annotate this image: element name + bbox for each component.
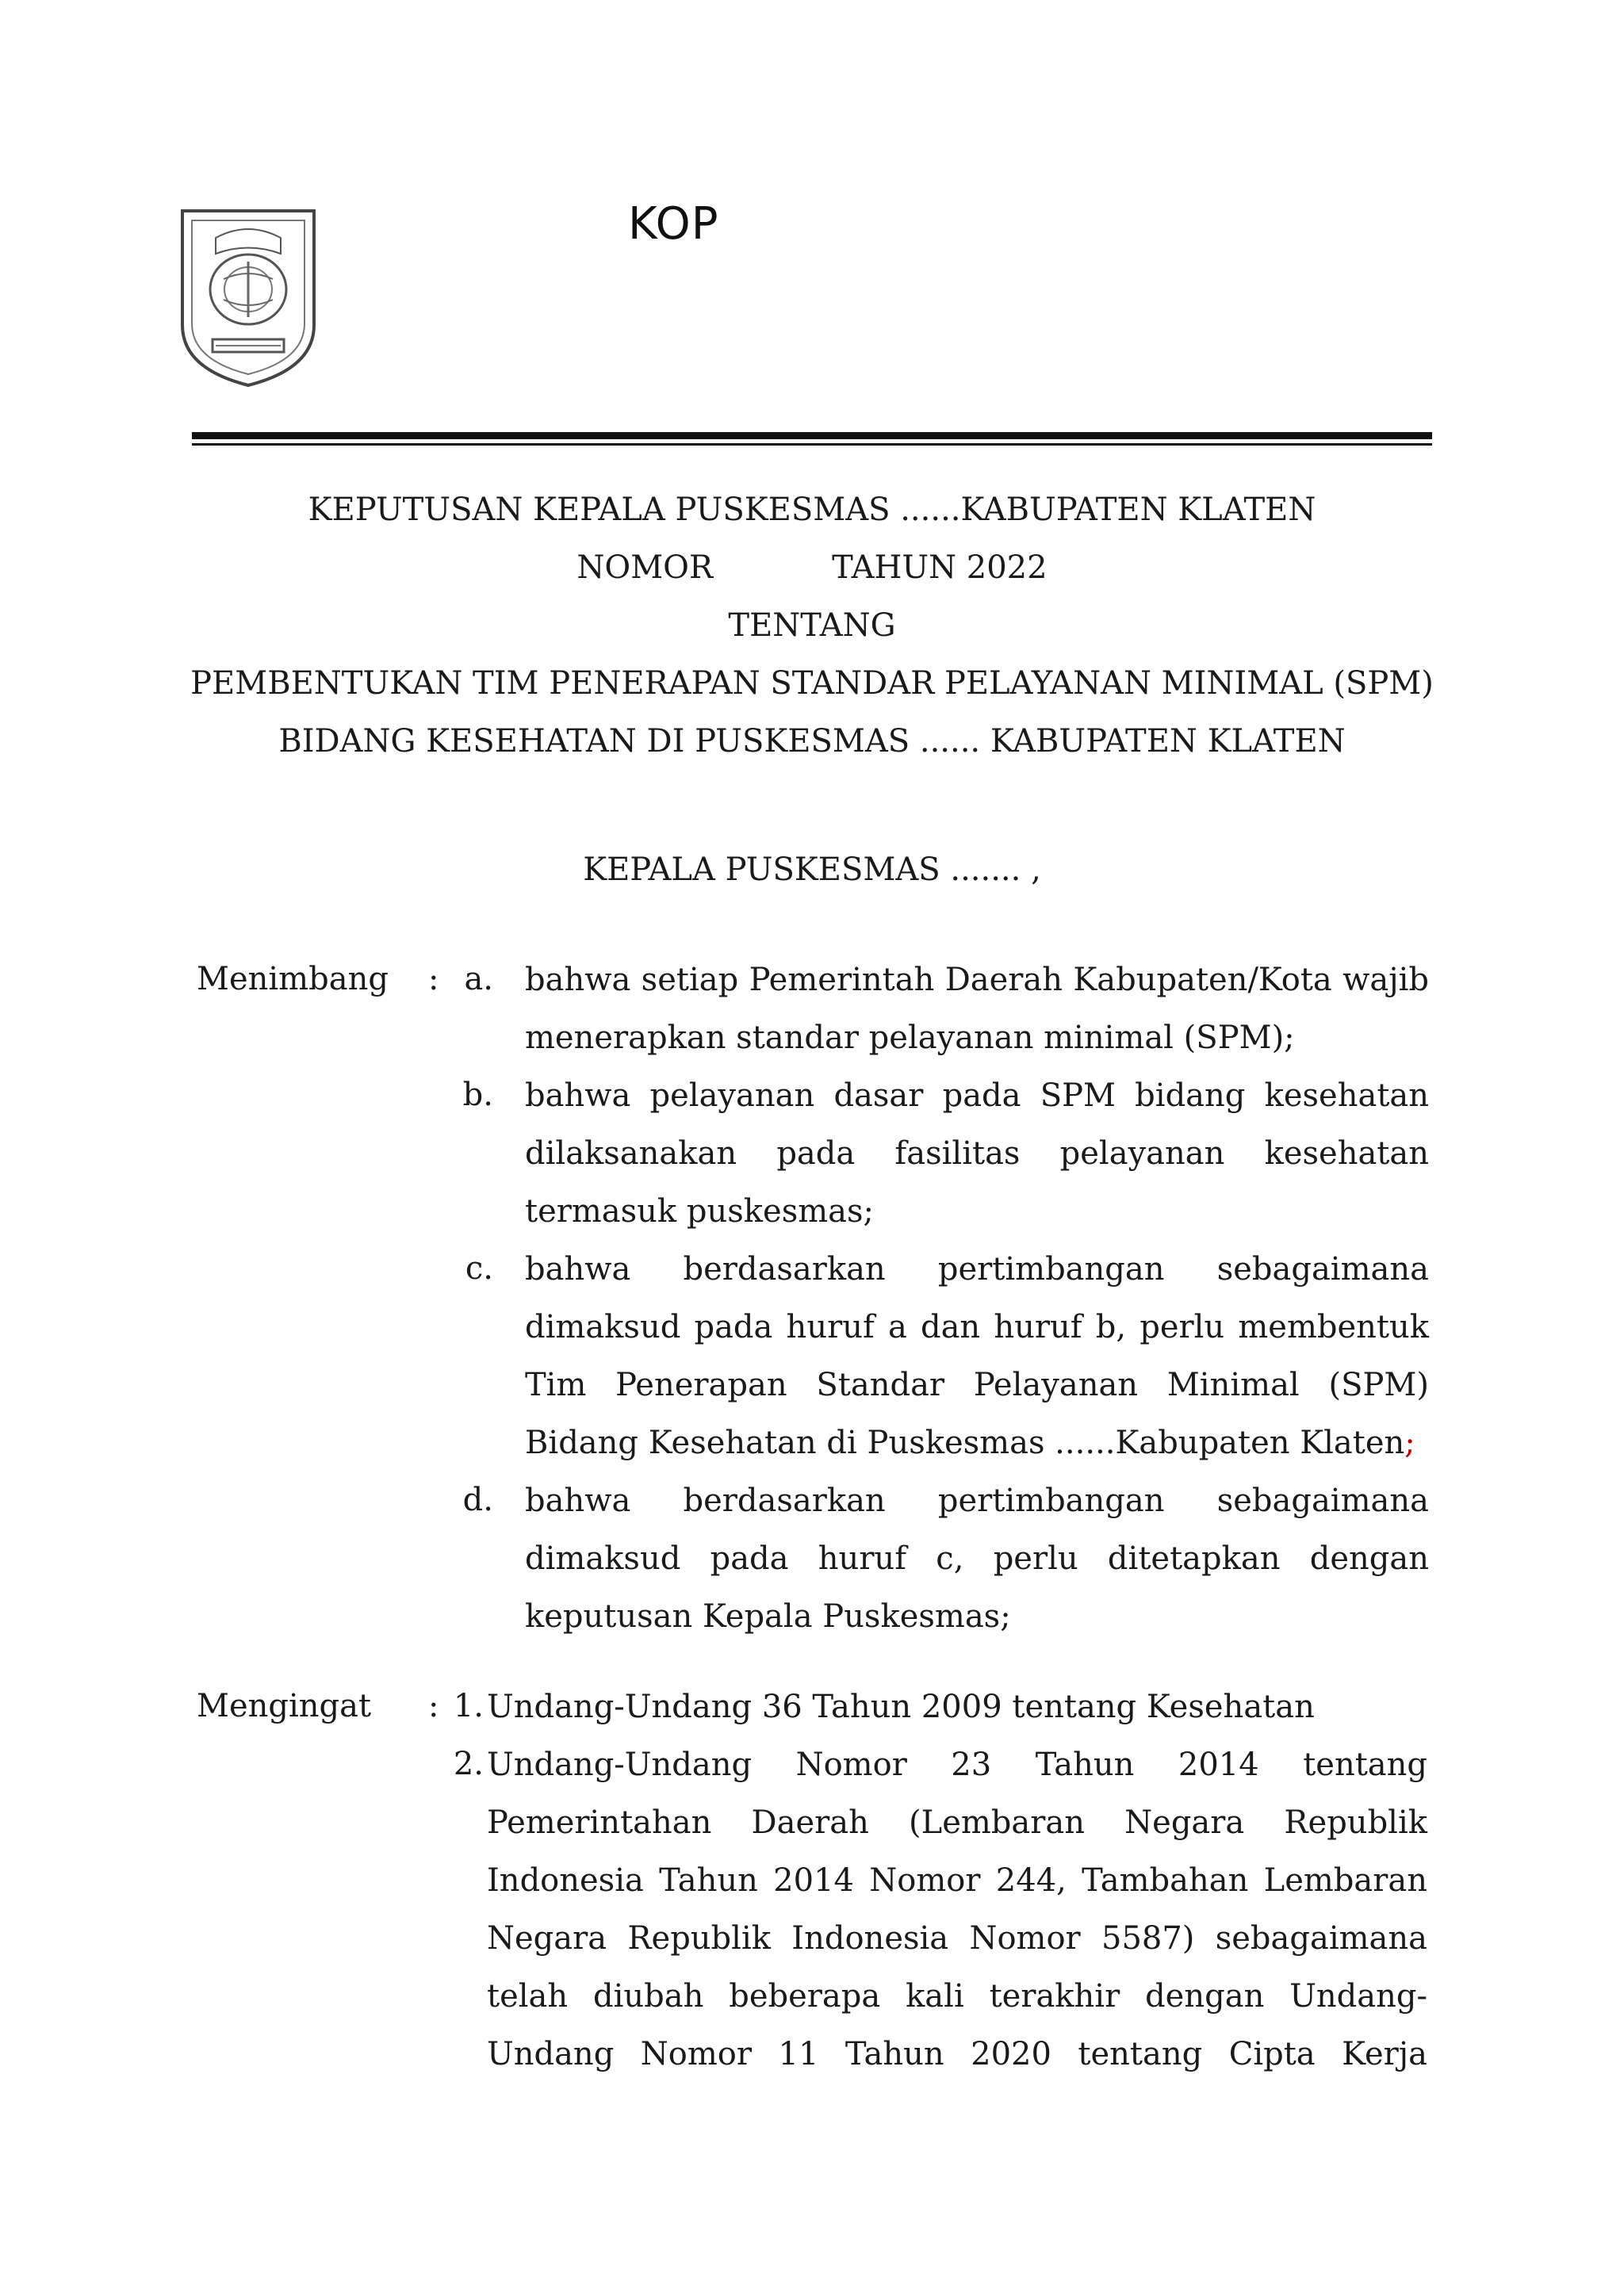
menimbang-item-c	[525, 1241, 1429, 1472]
menimbang-item-d: bahwa berdasarkan pertimbangan sebagaimana dimaksud pada huruf c, perlu ditetapkan dengan keputusan Kepala Puskesmas;	[525, 1483, 1429, 1635]
menimbang-item-c-suffix: ;	[1404, 1425, 1415, 1461]
regency-emblem-icon	[176, 206, 320, 388]
menimbang-colon: :	[428, 961, 439, 997]
menimbang-marker-d: d.	[462, 1482, 493, 1518]
letterhead-placeholder: KOP	[628, 198, 719, 250]
decree-subject-line1: PEMBENTUKAN TIM PENERAPAN STANDAR PELAYANAN MINIMAL (SPM)	[190, 665, 1434, 702]
decree-number-line	[0, 549, 1624, 586]
menimbang-marker-c: c.	[465, 1250, 493, 1287]
letterhead-rule-thick	[192, 432, 1432, 439]
menimbang-label: Menimbang	[197, 961, 389, 997]
menimbang-item-c-text: bahwa berdasarkan pertimbangan sebagaimana dimaksud pada huruf a dan huruf b, perlu membentuk Tim Penerapan Standar Pelayanan Minimal (SPM) Bidang Kesehatan di Puskesmas ......Kabupaten Klaten	[525, 1251, 1429, 1461]
menimbang-marker-b: b.	[462, 1077, 493, 1113]
menimbang-item-b: bahwa pelayanan dasar pada SPM bidang kesehatan dilaksanakan pada fasilitas pelayanan kesehatan termasuk puskesmas;	[525, 1077, 1429, 1230]
decree-subject-line2: BIDANG KESEHATAN DI PUSKESMAS ...... KABUPATEN KLATEN	[278, 723, 1346, 760]
menimbang-item-a: bahwa setiap Pemerintah Daerah Kabupaten/Kota wajib menerapkan standar pelayanan minimal (SPM);	[525, 962, 1429, 1056]
mengingat-item-2: Undang-Undang Nomor 23 Tahun 2014 tentang Pemerintahan Daerah (Lembaran Negara Republik Indonesia Tahun 2014 Nomor 244, Tambahan Lembaran Negara Republik Indonesia Nomor 5587) sebagaimana telah diubah beberapa kali terakhir dengan Undang-Undang Nomor 11 Tahun 2020 tentang Cipta Kerja	[487, 1747, 1427, 2072]
decree-tahun: TAHUN 2022	[832, 549, 1048, 586]
mengingat-marker-1: 1.	[453, 1688, 484, 1724]
mengingat-colon: :	[428, 1688, 439, 1724]
issuer-heading: KEPALA PUSKESMAS ....... ,	[583, 851, 1041, 888]
mengingat-label: Mengingat	[197, 1688, 372, 1724]
decree-nomor: NOMOR	[576, 549, 714, 586]
decree-tentang: TENTANG	[728, 607, 896, 644]
letterhead-rule-thin	[192, 443, 1432, 446]
mengingat-marker-2: 2.	[453, 1746, 484, 1782]
decree-title: KEPUTUSAN KEPALA PUSKESMAS ......KABUPATEN KLATEN	[308, 492, 1316, 528]
mengingat-item-1: Undang-Undang 36 Tahun 2009 tentang Kesehatan	[487, 1689, 1315, 1725]
menimbang-marker-a: a.	[464, 961, 493, 997]
